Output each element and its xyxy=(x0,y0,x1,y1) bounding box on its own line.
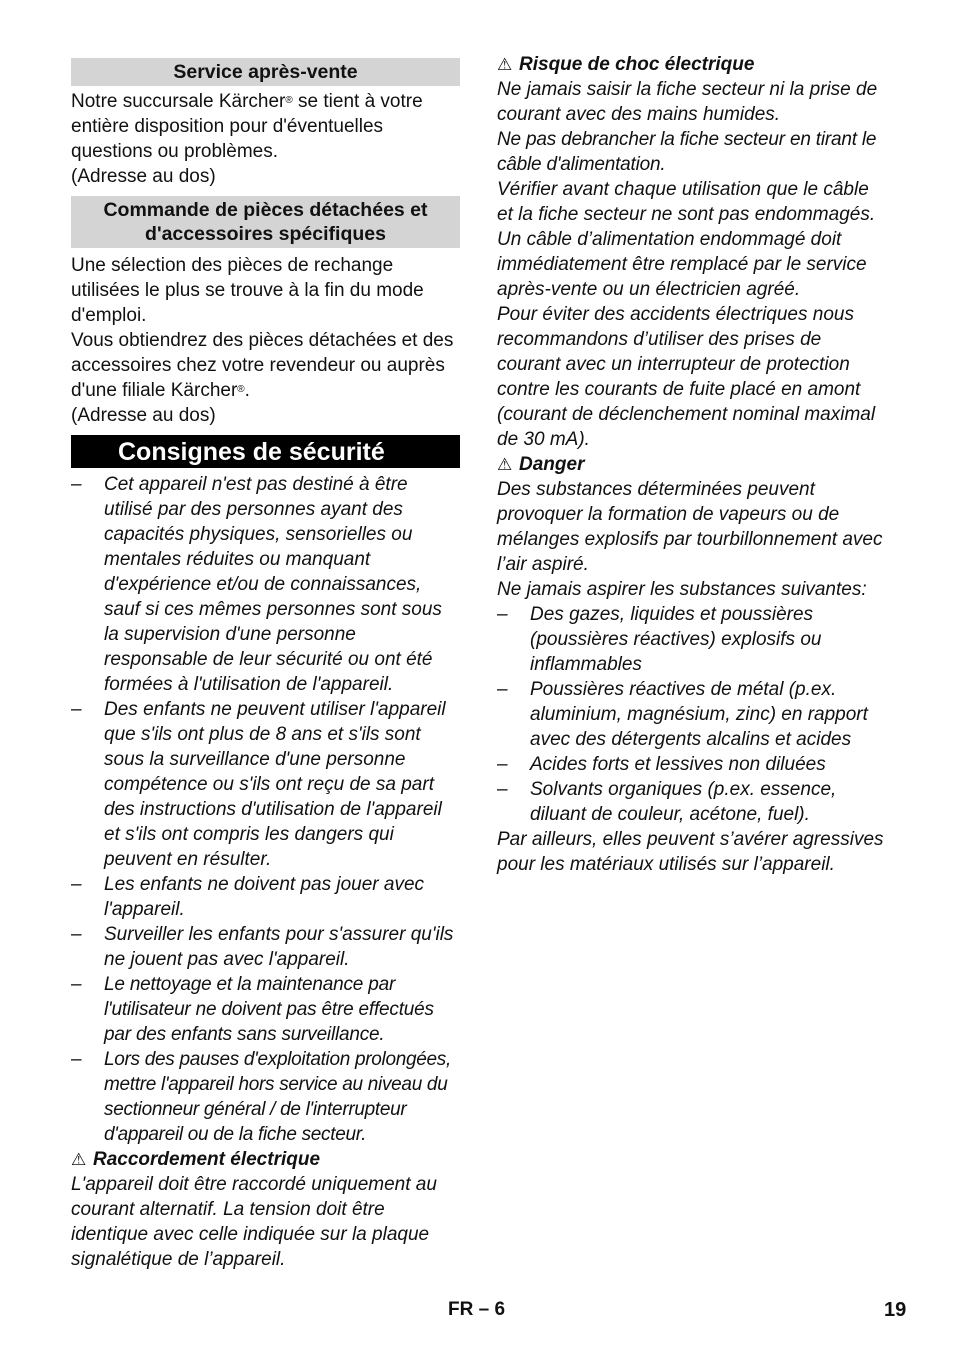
footer-section-label: FR – 6 xyxy=(448,1299,506,1320)
danger-item: – Solvants organiques (p.ex. essence, diluant de couleur, acétone, fuel). xyxy=(497,777,887,827)
safety-heading: Consignes de sécurité xyxy=(71,435,460,468)
service-heading: Service après-vente xyxy=(71,58,460,86)
safety-item: – Des enfants ne peuvent utiliser l'appareil que s'ils ont plus de 8 ans et s'ils sont sous la surveillance d'une personne compétence ou s'ils ont reçu de sa part des instructions d'utilisation de l'appareil et s'ils ont compris les dangers qui peuvent en résulter. xyxy=(71,697,460,872)
danger-text-3: Par ailleurs, elles peuvent s’avérer agressives pour les matériaux utilisés sur l’appareil. xyxy=(497,829,884,875)
parts-address: (Adresse au dos) xyxy=(71,405,216,426)
page-number: 19 xyxy=(884,1299,907,1321)
safety-item: – Le nettoyage et la maintenance par l'utilisateur ne doivent pas être effectués par des enfants sans surveillance. xyxy=(71,972,460,1047)
parts-heading: Commande de pièces détachées et d'accessoires spécifiques xyxy=(71,196,460,248)
danger-list xyxy=(497,602,887,827)
danger-item: – Poussières réactives de métal (p.ex. aluminium, magnésium, zinc) en rapport avec des détergents alcalins et acides xyxy=(497,677,887,752)
danger-text-1: Des substances déterminées peuvent provoquer la formation de vapeurs ou de mélanges explosifs par tourbillonnement avec l’air aspiré. xyxy=(497,479,883,575)
parts-text-1: Une sélection des pièces de rechange utilisées le plus se trouve à la fin du mode d'emploi. xyxy=(71,255,424,326)
safety-item: – Surveiller les enfants pour s'assurer qu'ils ne jouent pas avec l'appareil. xyxy=(71,922,460,972)
service-address: (Adresse au dos) xyxy=(71,166,216,187)
shock-text-2: Ne pas debrancher la fiche secteur en tirant le câble d'alimentation. xyxy=(497,129,877,175)
service-text: Notre succursale Kärcher® se tient à votre entière disposition pour d'éventuelles questions ou problèmes. xyxy=(71,91,423,162)
danger-heading: ⚠ Danger xyxy=(497,454,585,475)
electrical-connection-text: L'appareil doit être raccordé uniquement au courant alternatif. La tension doit être identique avec celle indiquée sur la plaque signalétique de l’appareil. xyxy=(71,1174,437,1270)
shock-text-1: Ne jamais saisir la fiche secteur ni la prise de courant avec des mains humides. xyxy=(497,79,878,125)
danger-item: – Acides forts et lessives non diluées xyxy=(497,752,887,777)
safety-item: – Les enfants ne doivent pas jouer avec l'appareil. xyxy=(71,872,460,922)
safety-list xyxy=(71,472,460,1147)
safety-item: – Lors des pauses d'exploitation prolongées, mettre l'appareil hors service au niveau du sectionneur général / de l'interrupteur d'appareil ou de la fiche secteur. xyxy=(71,1047,460,1147)
shock-text-3: Vérifier avant chaque utilisation que le câble et la fiche secteur ne sont pas endommagés. Un câble d’alimentation endommagé doit immédiatement être remplacé par le service après-vente ou un électricien agréé. xyxy=(497,179,876,300)
shock-text-4: Pour éviter des accidents électriques nous recommandons d’utiliser des prises de courant avec un interrupteur de protection contre les courants de fuite placé en amont (courant de déclenchement nominal maximal de 30 mA). xyxy=(497,304,876,450)
danger-text-2: Ne jamais aspirer les substances suivantes: xyxy=(497,579,867,600)
safety-item: – Cet appareil n'est pas destiné à être utilisé par des personnes ayant des capacités physiques, sensorielles ou mentales réduites ou manquant d'expérience et/ou de connaissances, sauf si ces mêmes personnes sont sous la supervision d'une personne responsable de leur sécurité ou ont été formées à l'utilisation de l'appareil. xyxy=(71,472,460,697)
warning-icon: ⚠ xyxy=(71,1150,87,1169)
parts-text-2: Vous obtiendrez des pièces détachées et des accessoires chez votre revendeur ou auprès d'une filiale Kärcher®. xyxy=(71,330,454,401)
danger-item: – Des gazes, liquides et poussières (poussières réactives) explosifs ou inflammables xyxy=(497,602,887,677)
warning-icon: ⚠ xyxy=(497,55,513,74)
electrical-connection-heading: ⚠ Raccordement électrique xyxy=(71,1149,321,1170)
shock-heading: ⚠ Risque de choc électrique xyxy=(497,54,755,75)
warning-icon: ⚠ xyxy=(497,455,513,474)
